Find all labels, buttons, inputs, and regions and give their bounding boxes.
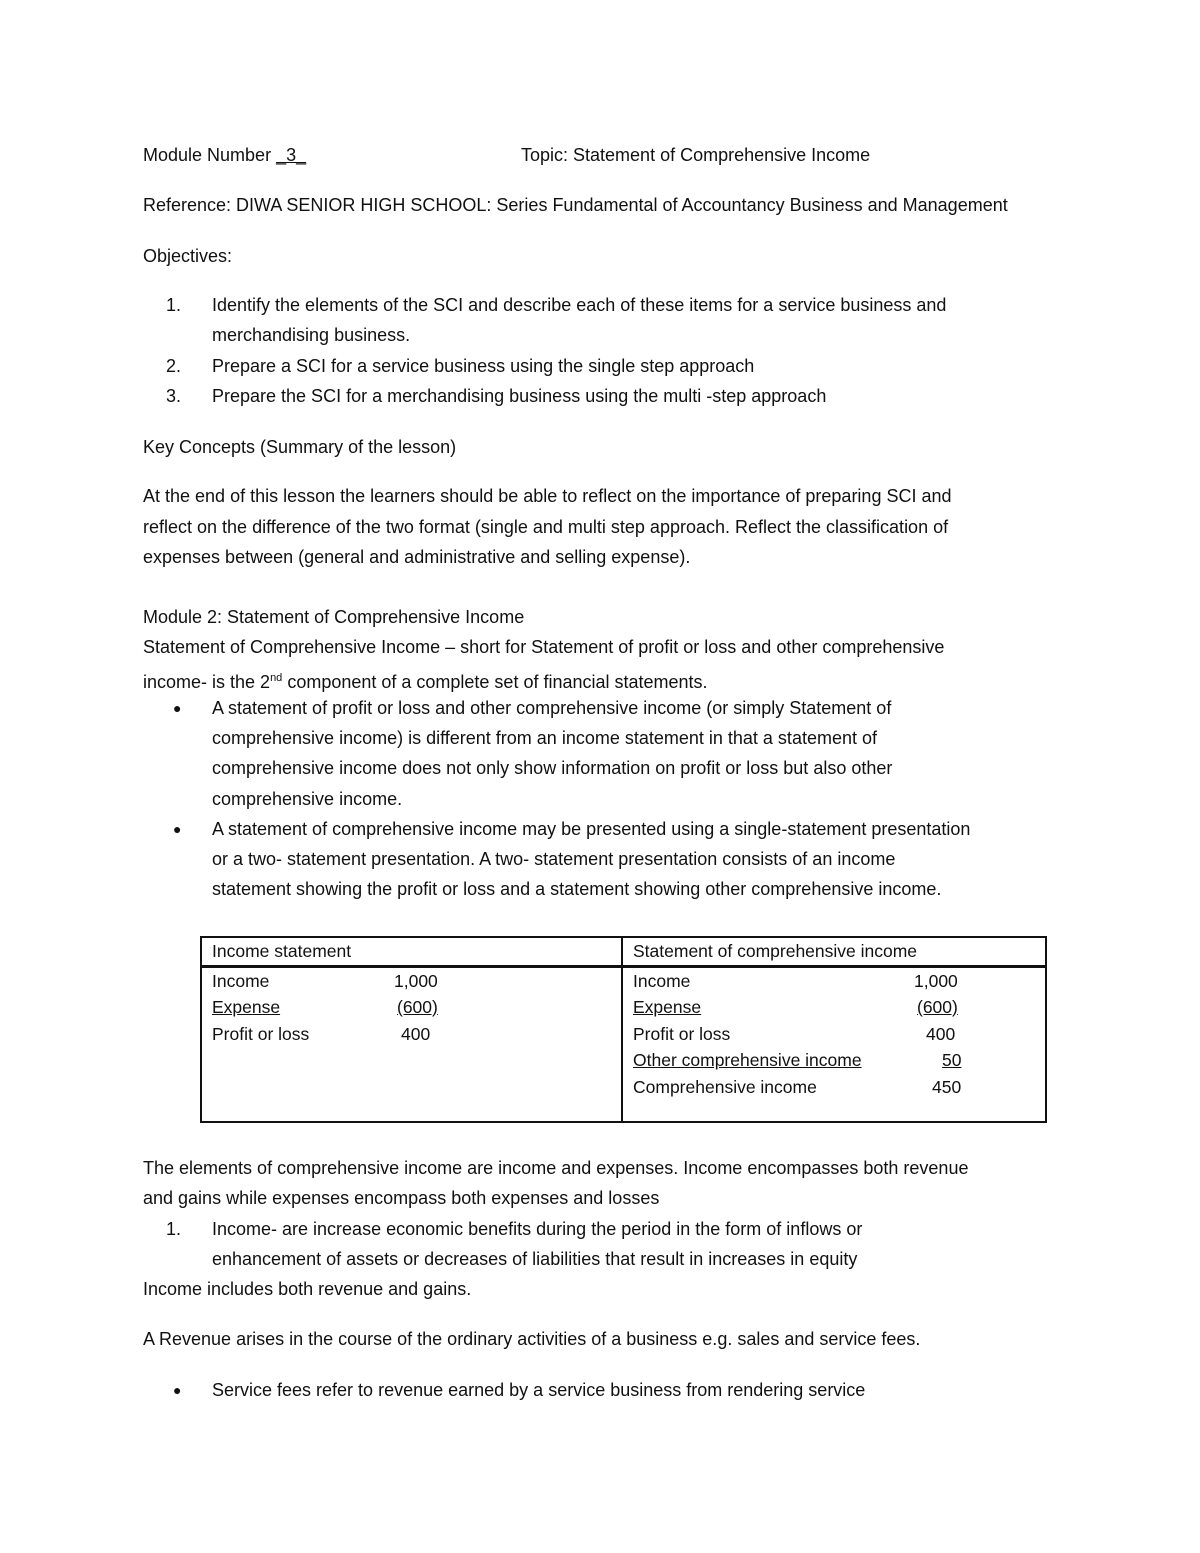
bullet-text: or a two- statement presentation. A two- statement presentation consists of an income [212,849,896,869]
income-definition: Income- are increase economic benefits during the period in the form of inflows or [212,1219,863,1239]
elements-text: The elements of comprehensive income are income and expenses. Income encompasses both revenue [143,1158,969,1178]
objective-2: Prepare a SCI for a service business using the single step approach [212,356,755,376]
table-row: Expense (600) [212,997,438,1017]
bullet-text: comprehensive income) is different from an income statement in that a statement of [212,728,877,748]
table-row: Expense (600) [633,997,958,1017]
bullet-icon: ● [173,821,182,837]
income-includes: Income includes both revenue and gains. [143,1279,472,1299]
key-concepts-text: At the end of this lesson the learners should be able to reflect on the importance of preparing SCI and [143,486,952,506]
objective-1: Identify the elements of the SCI and describe each of these items for a service business and [212,295,947,315]
definition-cont: income- is the 2nd component of a complete set of financial statements. [143,672,708,692]
elements-text: and gains while expenses encompass both expenses and losses [143,1188,660,1208]
sci-header: Statement of comprehensive income [622,937,1046,966]
table-row: Profit or loss 400 [633,1023,956,1044]
table-row: Other comprehensive income 50 [633,1050,962,1070]
bullet-icon: ● [173,1382,182,1398]
bullet-text: statement showing the profit or loss and a statement showing other comprehensive income. [212,879,942,899]
bullet-text: comprehensive income does not only show information on profit or loss but also other [212,758,893,778]
income-statement-body [201,966,622,1122]
comparison-table [200,936,1047,1123]
table-row: Income 1,000 [212,970,438,991]
list-number: 2. [166,356,182,376]
table-row: Income 1,000 [633,970,958,991]
module-number: Module Number _3_ [143,145,307,165]
objective-3: Prepare the SCI for a merchandising business using the multi -step approach [212,386,827,406]
service-fees-bullet: Service fees refer to revenue earned by a service business from rendering service [212,1380,866,1400]
list-number: 1. [166,295,182,315]
income-statement-header: Income statement [201,937,622,966]
list-number: 1. [166,1219,182,1239]
sci-body [622,966,1046,1122]
bullet-text: A statement of profit or loss and other comprehensive income (or simply Statement of [212,698,892,718]
bullet-text: comprehensive income. [212,789,403,809]
topic: Topic: Statement of Comprehensive Income [521,145,871,165]
list-number: 3. [166,386,182,406]
key-concepts-title: Key Concepts (Summary of the lesson) [143,437,457,457]
key-concepts-text: reflect on the difference of the two format (single and multi step approach. Reflect the classification of [143,517,949,537]
reference: Reference: DIWA SENIOR HIGH SCHOOL: Series Fundamental of Accountancy Business and Management [143,195,1008,215]
definition: Statement of Comprehensive Income – short for Statement of profit or loss and other comprehensive [143,637,945,657]
objectives-title: Objectives: [143,246,233,266]
key-concepts-text: expenses between (general and administrative and selling expense). [143,547,691,567]
bullet-icon: ● [173,700,182,716]
table-row: Profit or loss 400 [212,1023,431,1044]
table-row: Comprehensive income 450 [633,1076,962,1097]
bullet-text: A statement of comprehensive income may be presented using a single-statement presentation [212,819,971,839]
objective-1-cont: merchandising business. [212,325,411,345]
module2-title: Module 2: Statement of Comprehensive Income [143,607,525,627]
revenue-definition: A Revenue arises in the course of the ordinary activities of a business e.g. sales and service fees. [143,1329,921,1349]
income-definition-cont: enhancement of assets or decreases of liabilities that result in increases in equity [212,1249,858,1269]
